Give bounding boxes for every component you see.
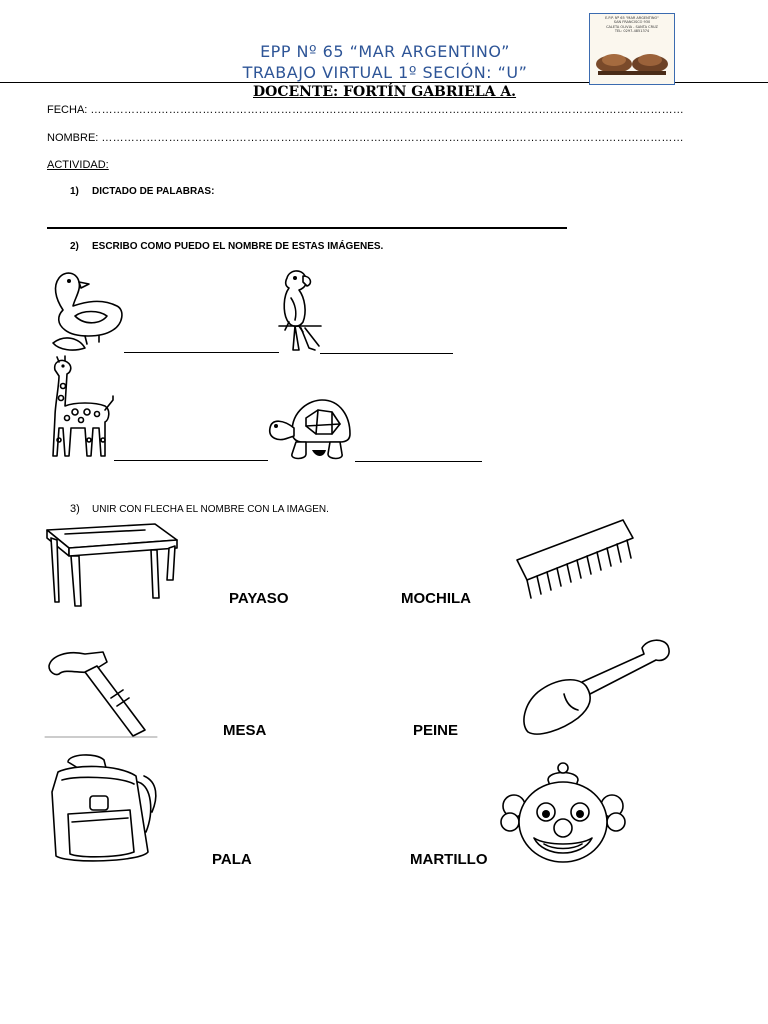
parrot-image <box>275 268 325 353</box>
match-word-mesa[interactable]: MESA <box>223 722 267 739</box>
name-field[interactable] <box>47 132 684 144</box>
match-word-payaso[interactable]: PAYASO <box>229 590 289 607</box>
date-label: FECHA: <box>47 104 88 116</box>
shovel-image <box>518 638 673 738</box>
parrot-answer-line[interactable] <box>320 353 453 354</box>
match-word-mochila[interactable]: MOCHILA <box>401 590 471 607</box>
duck-answer-line[interactable] <box>124 352 279 353</box>
activity-item-2 <box>70 241 383 252</box>
hammer-image <box>45 648 160 738</box>
item-number: 3) <box>70 503 80 515</box>
clown-image <box>500 762 625 867</box>
teacher-name: DOCENTE: FORTÍN GABRIELA A. <box>253 84 517 100</box>
logo-line: E.P.P. Nº 65 "MAR ARGENTINO" <box>605 16 659 20</box>
item-text: UNIR CON FLECHA EL NOMBRE CON LA IMAGEN. <box>92 504 329 515</box>
duck-image <box>45 268 125 353</box>
worksheet-subtitle: TRABAJO VIRTUAL 1º SECIÓN: “U” <box>242 63 528 82</box>
giraffe-image <box>45 356 115 461</box>
date-dots: …………………………………………………………………………………………………………………………………………… <box>90 104 685 116</box>
activity-item-1 <box>70 186 214 197</box>
logo-shoes-icon <box>590 14 674 84</box>
activity-label: ACTIVIDAD: <box>47 159 109 171</box>
item-number: 2) <box>70 241 79 252</box>
match-word-pala[interactable]: PALA <box>212 851 252 868</box>
school-logo <box>589 13 675 85</box>
backpack-image <box>48 752 158 867</box>
giraffe-answer-line[interactable] <box>114 460 268 461</box>
comb-image <box>513 518 638 603</box>
date-field[interactable] <box>47 104 684 116</box>
name-label: NOMBRE: <box>47 132 99 144</box>
turtle-answer-line[interactable] <box>355 461 482 462</box>
name-dots: ………………………………………………………………………………………………………………………………………… <box>101 132 684 144</box>
item-text: ESCRIBO COMO PUEDO EL NOMBRE DE ESTAS IMÁGENES. <box>92 241 384 252</box>
turtle-image <box>266 398 356 463</box>
match-word-peine[interactable]: PEINE <box>413 722 459 739</box>
table-image <box>45 522 180 607</box>
item-number: 1) <box>70 186 79 197</box>
item-text: DICTADO DE PALABRAS: <box>92 186 215 197</box>
logo-line: SAN FRANCISCO 930 <box>613 20 651 25</box>
dictation-answer-line[interactable] <box>47 227 567 229</box>
logo-line: TEL: 0297-4851374 <box>614 29 650 34</box>
logo-line: CALETA OLIVIA - SANTA CRUZ <box>606 24 658 29</box>
school-name: EPP Nº 65 “MAR ARGENTINO” <box>260 42 510 61</box>
activity-item-3 <box>70 503 329 515</box>
match-word-martillo[interactable]: MARTILLO <box>410 851 488 868</box>
